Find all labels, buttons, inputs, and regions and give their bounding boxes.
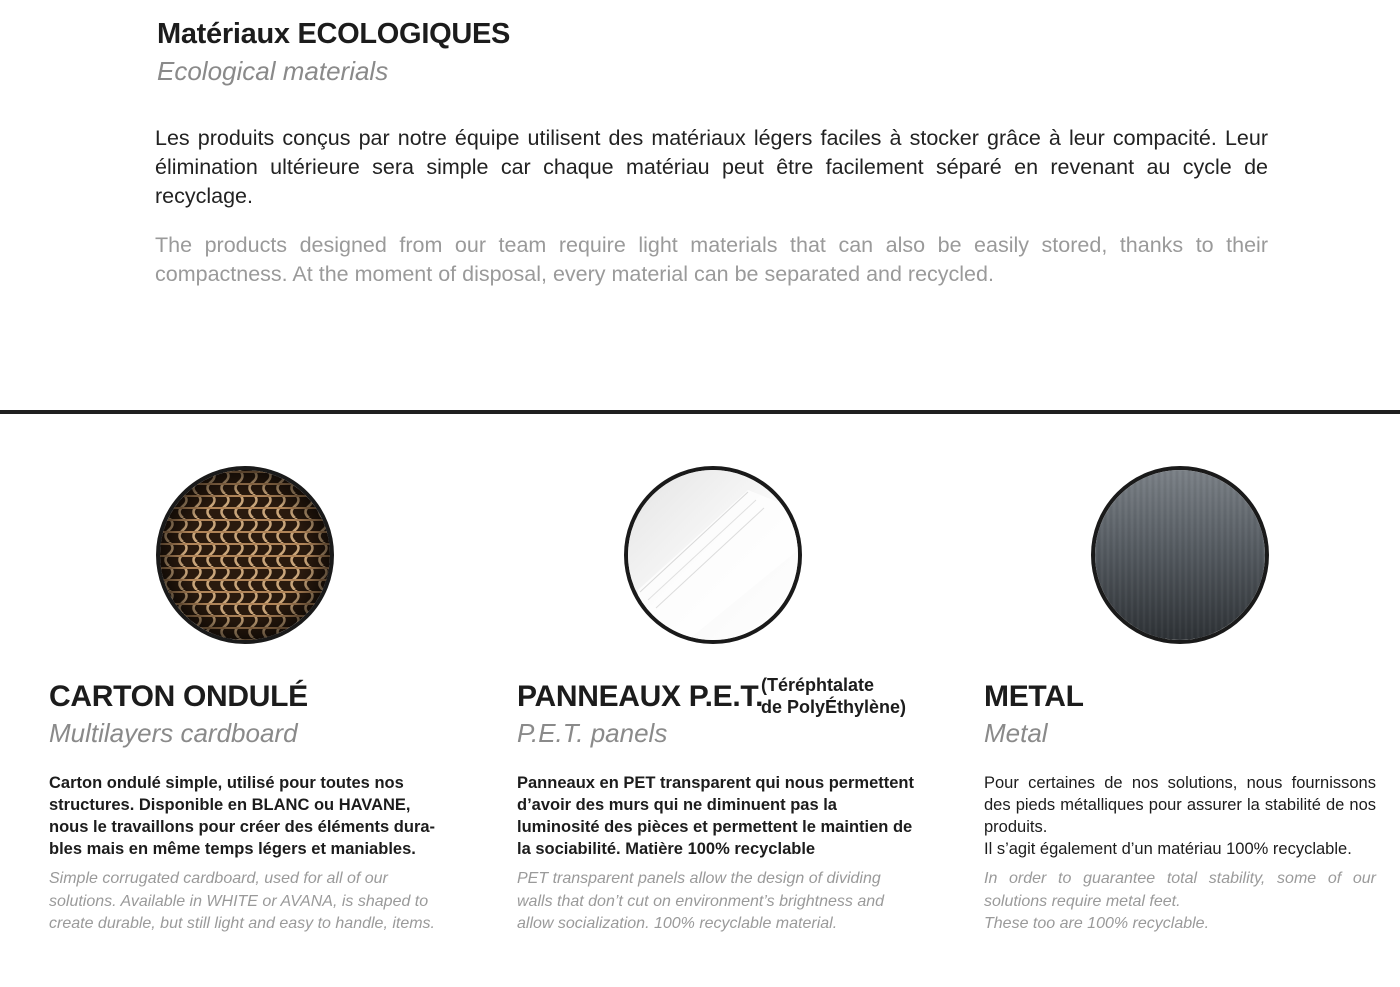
material-metal — [984, 680, 1376, 936]
material-note — [761, 674, 906, 718]
material-description-en: PET transparent panels allow the design of dividing walls that don’t cut on environment’s brightness and allow socialization. 100% recyclable material. — [517, 870, 885, 932]
intro-text-fr: Les produits conçus par notre équipe utilisent des matériaux légers faciles à stocker grâce à leur compacité. Leur élimination ultérieure sera simple car chaque matériau peut être facilement séparé en revenant au cycle de recyclage. — [155, 126, 1268, 208]
material-cardboard — [49, 680, 439, 936]
material-title: PANNEAUX P.E.T. — [517, 680, 764, 713]
page-title: Matériaux ECOLOGIQUES — [157, 18, 511, 50]
material-description-fr: Pour certaines de nos solutions, nous fournissons des pieds métalliques pour assurer la stabilité de nos produits. — [984, 774, 1376, 836]
material-title: METAL — [984, 680, 1084, 713]
metal-image — [1091, 466, 1269, 644]
material-description-en-2: These too are 100% recyclable. — [984, 915, 1210, 932]
cardboard-image — [156, 466, 334, 644]
material-description-en: Simple corrugated cardboard, used for all of our solutions. Available in WHITE or AVANA, is shaped to create durable, but still light and easy to handle, items. — [49, 870, 435, 932]
material-description-fr-2: Il s’agit également d’un matériau 100% recyclable. — [984, 840, 1352, 858]
material-title: CARTON ONDULÉ — [49, 680, 308, 713]
material-note-line2: de PolyÉthylène) — [761, 697, 907, 717]
material-subtitle: Metal — [984, 718, 1048, 748]
material-description-fr: Carton ondulé simple, utilisé pour toutes nos structures. Disponible en BLANC ou HAVANE, nous le travaillons pour créer des éléments dura-bles mais en même temps légers et maniables. — [49, 774, 436, 858]
page-subtitle: Ecological materials — [157, 56, 389, 86]
material-description-en: In order to guarantee total stability, some of our solutions require metal feet. — [984, 870, 1376, 910]
material-note-line1: (Téréphtalate — [761, 675, 875, 695]
pet-panels-image — [624, 466, 802, 644]
material-description-fr: Panneaux en PET transparent qui nous permettent d’avoir des murs qui ne diminuent pas la luminosité des pièces et permettent le maintien de la sociabilité. Matière 100% recyclable — [517, 774, 914, 858]
material-subtitle: P.E.T. panels — [517, 718, 668, 748]
section-divider — [0, 410, 1400, 414]
intro-text-en: The products designed from our team require light materials that can also be easily stored, thanks to their compactness. At the moment of disposal, every material can be separated and recycled. — [155, 233, 1268, 286]
material-subtitle: Multilayers cardboard — [49, 718, 298, 748]
material-pet — [517, 675, 917, 936]
